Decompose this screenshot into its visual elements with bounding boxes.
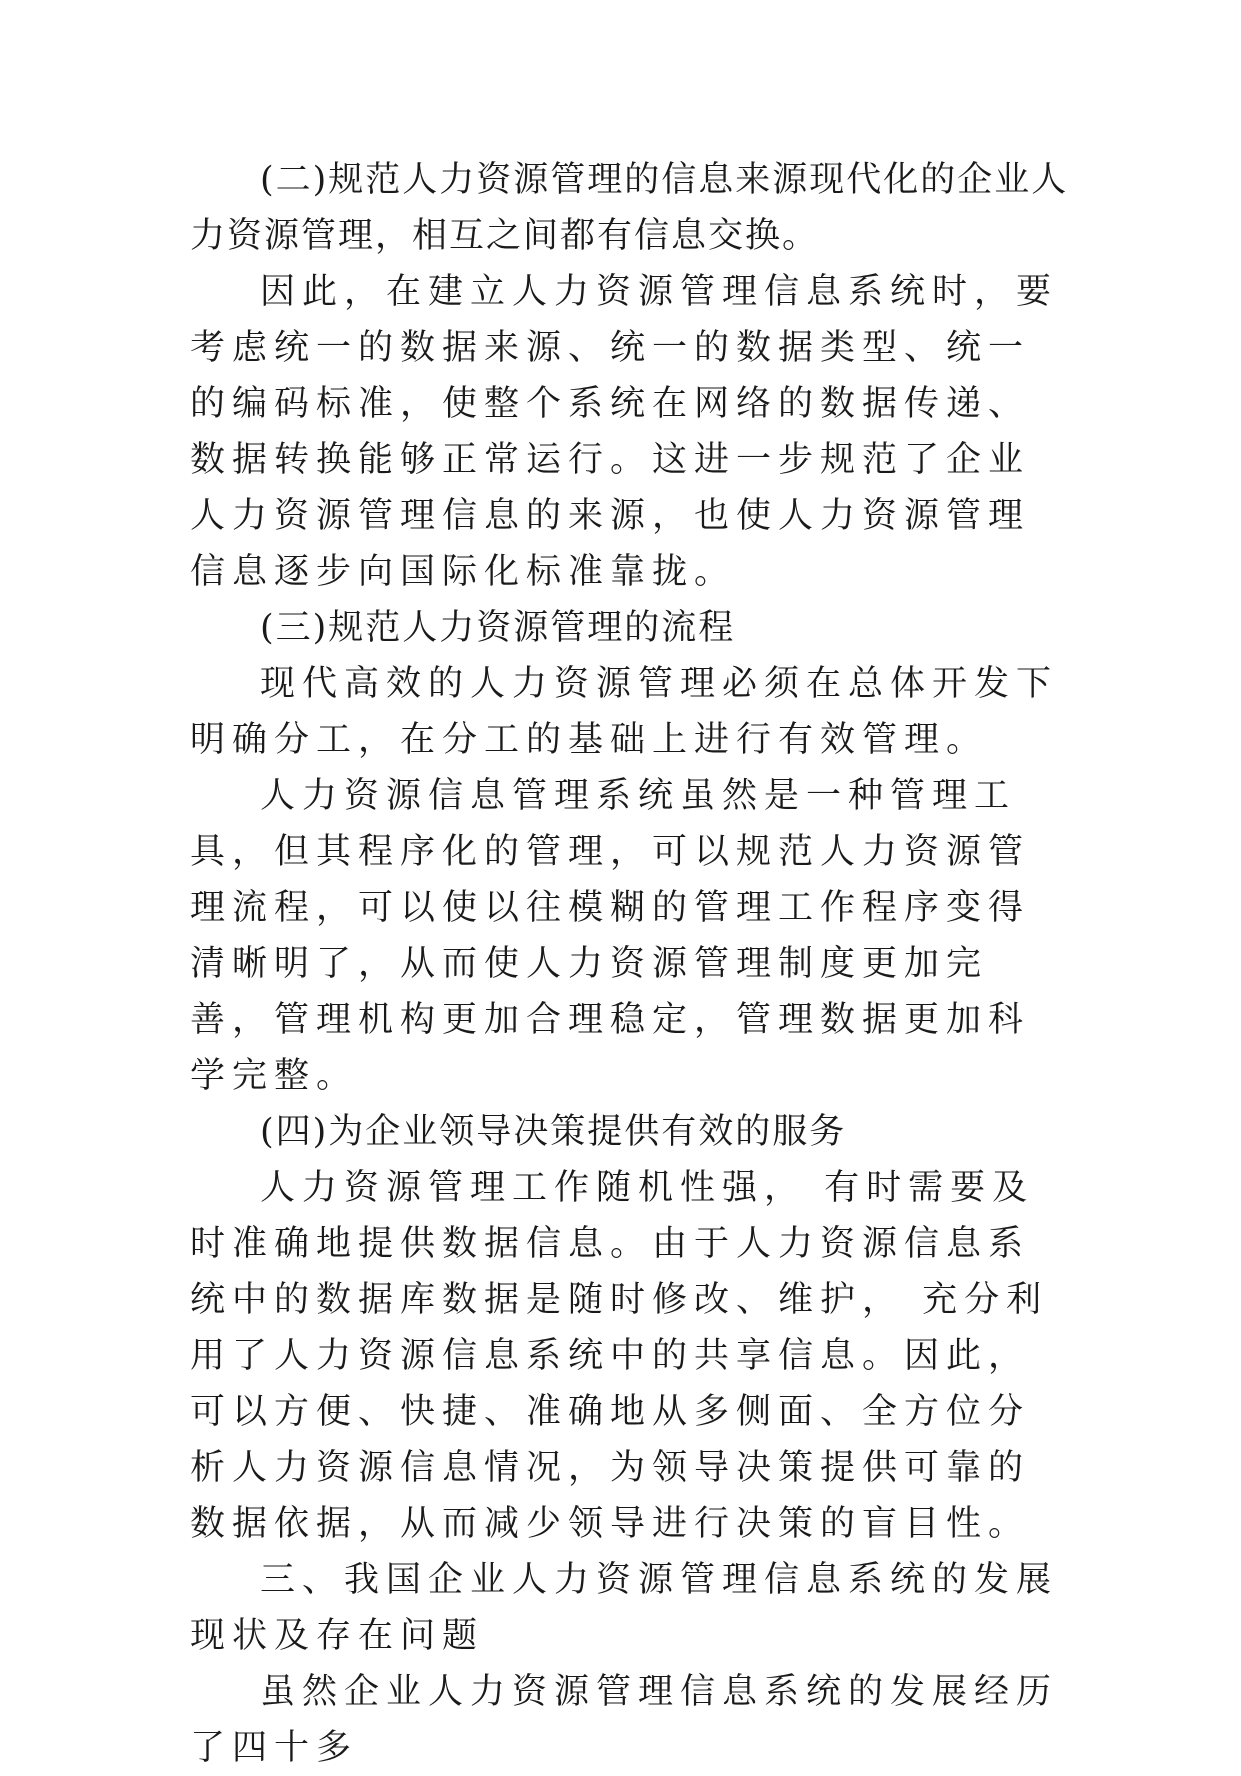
paragraph: 现代高效的人力资源管理必须在总体开发下明确分工，在分工的基础上进行有效管理。 bbox=[190, 664, 1059, 760]
paragraph: 因此，在建立人力资源管理信息系统时，要考虑统一的数据来源、统一的数据类型、统一的编码标准，使整个系统在网络的数据传递、数据转换能够正常运行。这进一步规范了企业人力资源管理信息的来源，也使人力资源管理信息逐步向国际化标准靠拢。 bbox=[190, 272, 1059, 592]
chapter-heading-3: 三、我国企业人力资源管理信息系统的发展现状及存在问题 bbox=[190, 1560, 1059, 1656]
section-heading-2: (二)规范人力资源管理的信息来源现代化的企业人力资源管理，相互之间都有信息交换。 bbox=[190, 160, 1069, 256]
section-heading-4: (四)为企业领导决策提供有效的服务 bbox=[260, 1112, 847, 1152]
section-heading-3: (三)规范人力资源管理的流程 bbox=[260, 608, 736, 648]
paragraph: 虽然企业人力资源管理信息系统的发展经历了四十多 bbox=[190, 1672, 1059, 1768]
paragraph: 人力资源管理工作随机性强， 有时需要及时准确地提供数据信息。由于人力资源信息系统中的数据库数据是随时修改、维护， 充分利用了人力资源信息系统中的共享信息。因此，可以方便、快捷、准确地从多侧面、全方位分析人力资源信息情况，为领导决策提供可靠的数据依据，从而减少领导进行决策的盲目性。 bbox=[190, 1168, 1049, 1544]
paragraph: 人力资源信息管理系统虽然是一种管理工具，但其程序化的管理，可以规范人力资源管理流程，可以使以往模糊的管理工作程序变得清晰明了，从而使人力资源管理制度更加完善，管理机构更加合理稳定，管理数据更加科学完整。 bbox=[190, 776, 1031, 1096]
document-body bbox=[190, 152, 1070, 1776]
